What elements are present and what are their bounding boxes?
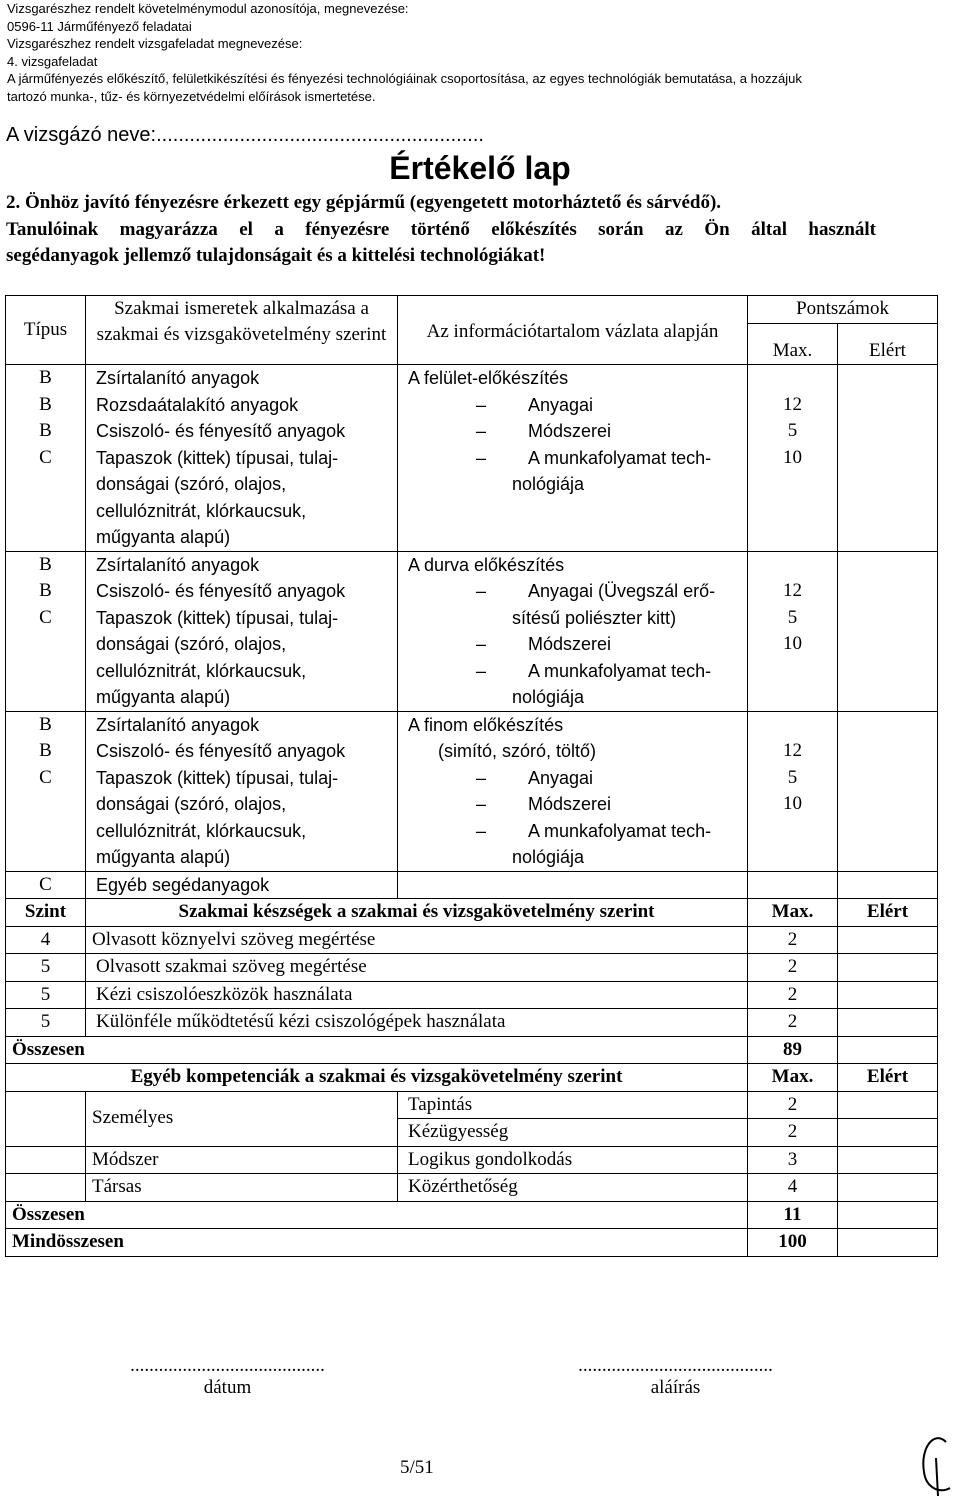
skill-row: 5 Különféle működtetésű kézi csiszológépek használata 2 [6, 1009, 938, 1037]
knowledge-group [6, 365, 938, 552]
skills-header-level: Szint [6, 899, 86, 927]
other-header-got: Elért [838, 1064, 938, 1092]
skill-row: 5 Kézi csiszolóeszközök használata 2 [6, 981, 938, 1009]
competency-item: Közérthetőség [398, 1174, 748, 1202]
subtotal-row: Összesen 11 [6, 1201, 938, 1229]
header-task-number: 4. vizsgafeladat [7, 53, 98, 69]
task-line-2: Tanulóinak magyarázza el a fényezésre történő előkészítés során az Ön által használt [6, 218, 876, 240]
page-number: 5/51 [400, 1457, 434, 1478]
date-signature-block [90, 1355, 365, 1399]
competency-max: 2 [748, 1091, 838, 1119]
date-dots: ......................................... [130, 1355, 325, 1376]
col-header-type: Típus [6, 296, 86, 365]
evaluation-table [5, 295, 938, 1257]
header-module-label: Vizsgarészhez rendelt követelménymodul azonosítója, megnevezése: [7, 1, 409, 16]
signature-label: aláírás [650, 1377, 701, 1398]
skills-header-title: Szakmai készségek a szakmai és vizsgakövetelmény szerint [86, 899, 748, 927]
type-cell: B B C [6, 711, 86, 871]
task-line-1: 2. Önhöz javító fényezésre érkezett egy gépjármű (egyengetett motorháztető és sárvédő). [6, 192, 722, 213]
header-task-desc-2: tartozó munka-, tűz- és környezetvédelmi előírások ismertetése. [7, 88, 376, 104]
competency-item: Logikus gondolkodás [398, 1146, 748, 1174]
max-points: 12 5 10 [748, 551, 838, 711]
knowledge-item-extra: Egyéb segédanyagok [86, 871, 398, 899]
skills-header-got: Elért [838, 899, 938, 927]
earned-points [838, 365, 938, 552]
type-cell: B B B C [6, 365, 86, 552]
type-cell: B B C [6, 551, 86, 711]
type-cell: C [6, 871, 86, 899]
task-line-3: segédanyagok jellemző tulajdonságait és a kittelési technológiákat! [6, 245, 546, 266]
info-outline: A felület-előkészítés – Anyagai – Módszerei – A munkafolyamat tech- nológiája [398, 365, 748, 552]
competency-social: Társas [86, 1174, 398, 1202]
document-header [7, 0, 802, 106]
knowledge-items: Zsírtalanító anyagok Csiszoló- és fényesítő anyagok Tapaszok (kittek) típusai, tulaj- donságai (szóró, olajos, cellulóznitrát, klórkaucsuk, műgyanta alapú) [86, 711, 398, 871]
signature-dots: ......................................... [578, 1355, 773, 1376]
grand-total-row: Mindösszesen 100 [6, 1229, 938, 1257]
info-outline: A durva előkészítés – Anyagai (Üvegszál erő- sítésű poliészter kitt) – Módszerei – A munkafolyamat tech- nológiája [398, 551, 748, 711]
info-outline: A finom előkészítés (simító, szóró, töltő) – Anyagai – Módszerei – A munkafolyamat tech- nológiája [398, 711, 748, 871]
col-header-knowledge: Szakmai ismeretek alkalmazása a szakmai és vizsgakövetelmény szerint [86, 296, 398, 365]
col-header-got: Elért [838, 323, 938, 365]
competency-item: Tapintás [398, 1091, 748, 1119]
knowledge-group [6, 551, 938, 711]
subtotal-row: Összesen 89 [6, 1036, 938, 1064]
competency-max: 3 [748, 1146, 838, 1174]
competency-personal: Személyes [86, 1091, 398, 1146]
other-header-max: Max. [748, 1064, 838, 1092]
header-task-desc-1: A járműfényezés előkészítő, felületkikészítési és fényezési technológiáinak csoportosítása, az egyes technológiák bemutatása, a hozzájuk [7, 71, 802, 87]
knowledge-group [6, 711, 938, 871]
competency-item: Kézügyesség [398, 1119, 748, 1147]
skill-row: 4 Olvasott köznyelvi szöveg megértése 2 [6, 926, 938, 954]
skill-row: 5 Olvasott szakmai szöveg megértése 2 [6, 954, 938, 982]
competency-max: 2 [748, 1119, 838, 1147]
page-title: Értékelő lap [389, 150, 571, 186]
knowledge-items: Zsírtalanító anyagok Rozsdaátalakító anyagok Csiszoló- és fényesítő anyagok Tapaszok (kittek) típusai, tulaj- donságai (szóró, olajos, cellulóznitrát, klórkaucsuk, műgyanta alapú) [86, 365, 398, 552]
competency-max: 4 [748, 1174, 838, 1202]
task-description [6, 190, 876, 270]
col-header-points: Pontszámok [748, 296, 938, 324]
max-points: 12 5 10 [748, 711, 838, 871]
candidate-name-line: A vizsgázó neve:........................................................... [6, 124, 484, 146]
skills-header-max: Max. [748, 899, 838, 927]
col-header-max: Max. [748, 323, 838, 365]
other-header-title: Egyéb kompetenciák a szakmai és vizsgakövetelmény szerint [6, 1064, 748, 1092]
handwritten-initial-mark [916, 1428, 956, 1498]
earned-points [838, 551, 938, 711]
col-header-info: Az információtartalom vázlata alapján [398, 296, 748, 365]
competency-method: Módszer [86, 1146, 398, 1174]
date-label: dátum [203, 1377, 252, 1398]
header-module-name: 0596-11 Járműfényező feladatai [7, 18, 192, 34]
earned-points [838, 711, 938, 871]
header-task-label: Vizsgarészhez rendelt vizsgafeladat megnevezése: [7, 36, 303, 52]
max-points: 12 5 10 [748, 365, 838, 552]
knowledge-items: Zsírtalanító anyagok Csiszoló- és fényesítő anyagok Tapaszok (kittek) típusai, tulaj- donságai (szóró, olajos, cellulóznitrát, klórkaucsuk, műgyanta alapú) [86, 551, 398, 711]
signature-block [538, 1355, 813, 1399]
